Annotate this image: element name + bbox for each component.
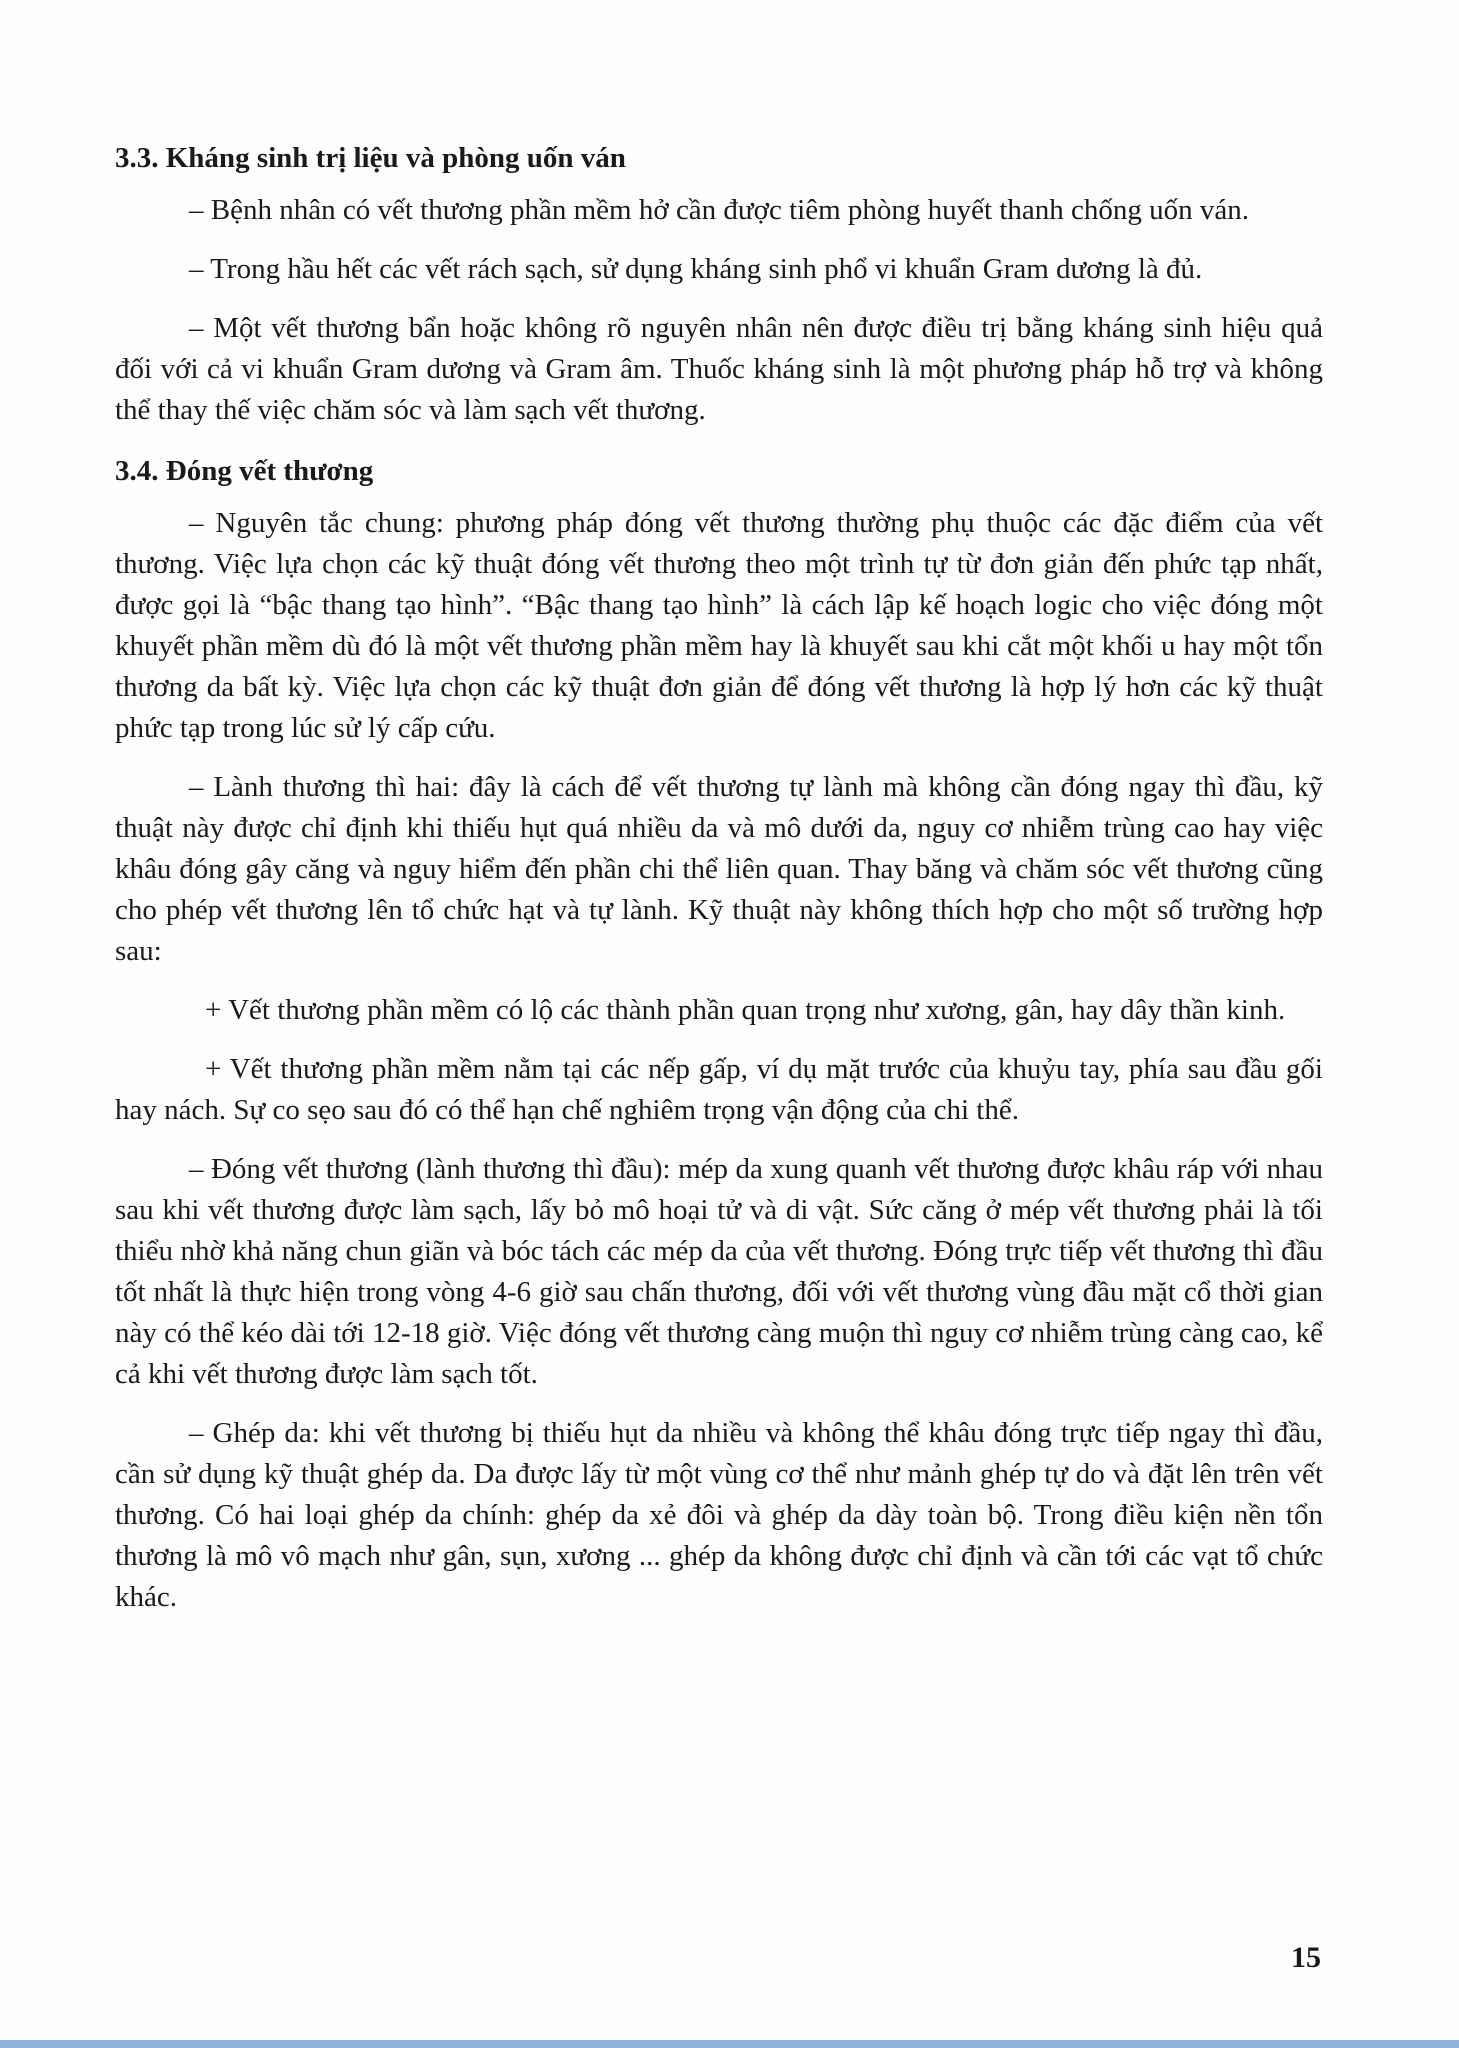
document-page — [115, 138, 1323, 1636]
page-number: 15 — [1291, 1941, 1321, 1974]
scan-edge-bar — [0, 2040, 1459, 2048]
paragraph: – Nguyên tắc chung: phương pháp đóng vết thương thường phụ thuộc các đặc điểm của vết thương. Việc lựa chọn các kỹ thuật đóng vết thương theo một trình tự từ đơn giản đến phức tạp nhất, được gọi là “bậc thang tạo hình”. “Bậc thang tạo hình” là cách lập kế hoạch logic cho việc đóng một khuyết phần mềm dù đó là một vết thương phần mềm hay là khuyết sau khi cắt một khối u hay một tổn thương da bất kỳ. Việc lựa chọn các kỹ thuật đơn giản để đóng vết thương là hợp lý hơn các kỹ thuật phức tạp trong lúc sử lý cấp cứu. — [115, 507, 1323, 744]
paragraph: – Ghép da: khi vết thương bị thiếu hụt da nhiều và không thể khâu đóng trực tiếp ngay thì đầu, cần sử dụng kỹ thuật ghép da. Da được lấy từ một vùng cơ thể như mảnh ghép tự do và đặt lên trên vết thương. Có hai loại ghép da chính: ghép da xẻ đôi và ghép da dày toàn bộ. Trong điều kiện nền tổn thương là mô vô mạch như gân, sụn, xương ... ghép da không được chỉ định và cần tới các vạt tổ chức khác. — [115, 1417, 1323, 1613]
paragraph: – Lành thương thì hai: đây là cách để vết thương tự lành mà không cần đóng ngay thì đầu, kỹ thuật này được chỉ định khi thiếu hụt quá nhiều da và mô dưới da, nguy cơ nhiễm trùng cao hay việc khâu đóng gây căng và nguy hiểm đến phần chi thể liên quan. Thay băng và chăm sóc vết thương cũng cho phép vết thương lên tổ chức hạt và tự lành. Kỹ thuật này không thích hợp cho một số trường hợp sau: — [115, 771, 1323, 967]
paragraph: – Một vết thương bẩn hoặc không rõ nguyên nhân nên được điều trị bằng kháng sinh hiệu quả đối với cả vi khuẩn Gram dương và Gram âm. Thuốc kháng sinh là một phương pháp hỗ trợ và không thể thay thế việc chăm sóc và làm sạch vết thương. — [115, 312, 1323, 426]
section-heading-3-3: 3.3. Kháng sinh trị liệu và phòng uốn ván — [115, 142, 626, 174]
paragraph: – Bệnh nhân có vết thương phần mềm hở cần được tiêm phòng huyết thanh chống uốn ván. — [189, 194, 1250, 226]
paragraph: – Đóng vết thương (lành thương thì đầu): mép da xung quanh vết thương được khâu ráp với nhau sau khi vết thương được làm sạch, lấy bỏ mô hoại tử và di vật. Sức căng ở mép vết thương phải là tối thiểu nhờ khả năng chun giãn và bóc tách các mép da của vết thương. Đóng trực tiếp vết thương thì đầu tốt nhất là thực hiện trong vòng 4-6 giờ sau chấn thương, đối với vết thương vùng đầu mặt cổ thời gian này có thể kéo dài tới 12-18 giờ. Việc đóng vết thương càng muộn thì nguy cơ nhiễm trùng càng cao, kể cả khi vết thương được làm sạch tốt. — [115, 1153, 1323, 1390]
paragraph: – Trong hầu hết các vết rách sạch, sử dụng kháng sinh phổ vi khuẩn Gram dương là đủ. — [189, 253, 1203, 285]
bullet-paragraph: + Vết thương phần mềm nằm tại các nếp gấp, ví dụ mặt trước của khuỷu tay, phía sau đầu gối hay nách. Sự co sẹo sau đó có thể hạn chế nghiêm trọng vận động của chi thể. — [115, 1053, 1323, 1126]
section-heading-3-4: 3.4. Đóng vết thương — [115, 455, 374, 487]
bullet-paragraph: + Vết thương phần mềm có lộ các thành phần quan trọng như xương, gân, hay dây thần kinh. — [205, 994, 1286, 1026]
